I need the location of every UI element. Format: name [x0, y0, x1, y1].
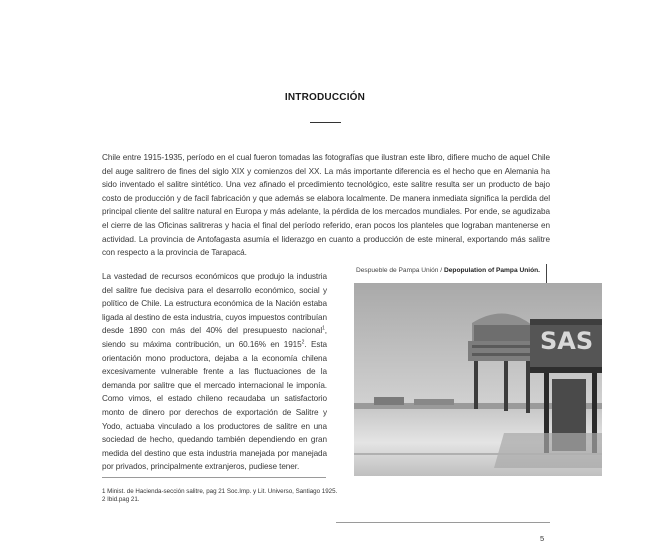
paragraph-part-1: La vastedad de recursos económicos que produjo la industria del salitre fue decisiva para el desarrollo económico, social y político de Chile. La estructura económica de la Nación estaba ligada al destino de esta industria, cuyos impuestos contribuían desde 1890 con más del 40% del presupuesto nacional: [102, 272, 327, 336]
photo-sign-text: SAS: [540, 327, 594, 355]
body-column-paragraph: [102, 270, 327, 474]
footnote-ref-1: 1: [322, 325, 325, 332]
photo-illustration: [354, 283, 602, 476]
paragraph-part-2: , siendo su máxima contribución, un 60.16% en 1915: [102, 326, 327, 349]
page-number: 5: [540, 534, 545, 543]
footnote-1: 1 Minist. de Hacienda-sección salitre, pag 21 Soc.Imp. y Lit. Universo, Santiago 1925.: [102, 488, 338, 495]
caption-spanish: Despueble de Pampa Unión /: [356, 267, 444, 274]
photo-caption: [356, 267, 556, 274]
footnote-ref-2: 2: [301, 339, 305, 346]
paragraph-part-3: . Esta orientación mono productora, dejaba a la economía chilena excesivamente vulnerable frente a las fluctuaciones de la demanda por salitre que el mercado internacional le imponía. Como vimos, el estado chileno recaudaba un satisfactorio monto de dinero por derechos de exportación de Salitre y Yodo, actuaba vinculado a los productores de salitre en una sociedad de hecho, quedando también dependiendo en gran medida del destino que esta industria manejada por manejada por privados, principalmente extranjeros, pudiese tener.: [102, 339, 328, 472]
title-divider: [310, 122, 341, 123]
caption-english: Depopulation of Pampa Unión.: [443, 267, 540, 274]
footnote-divider: [102, 477, 326, 478]
page-title: INTRODUCCIÓN: [284, 92, 366, 103]
photo-pampa-union: [354, 283, 602, 476]
footnote-2: 2 Ibid.pag 21.: [102, 496, 140, 503]
bottom-divider: [336, 522, 550, 523]
intro-paragraph: Chile entre 1915-1935, período en el cual fueron tomadas las fotografías que ilustran este libro, difiere mucho de aquel Chile del auge salitrero de fines del siglo XIX y comienzos del XX. La más importante diferencia es el hecho que en Alemania ha sido inventado el salitre sintético. Una vez afinado el prcedimiento tecnológico, este salitre resulta ser un producto de bajo costo de producción y de facil fabricación y que además se elabora localmente. De manera inmediata significa la perdida del principal cliente del salitre natural en Europa y más adelante, la pérdida de los mercados mundiales. Por ende, se agudizaba el cierre de las Oficinas salitreras y hacia el final del período referido, eran pocos los planteles que lograban mantenerse en actividad. La provincia de Antofagasta asumía el liderazgo en cuanto a producción de este mineral, exportando más salitre con respecto a la provincia de Tarapacá.: [102, 153, 550, 258]
footnotes: [102, 488, 352, 504]
